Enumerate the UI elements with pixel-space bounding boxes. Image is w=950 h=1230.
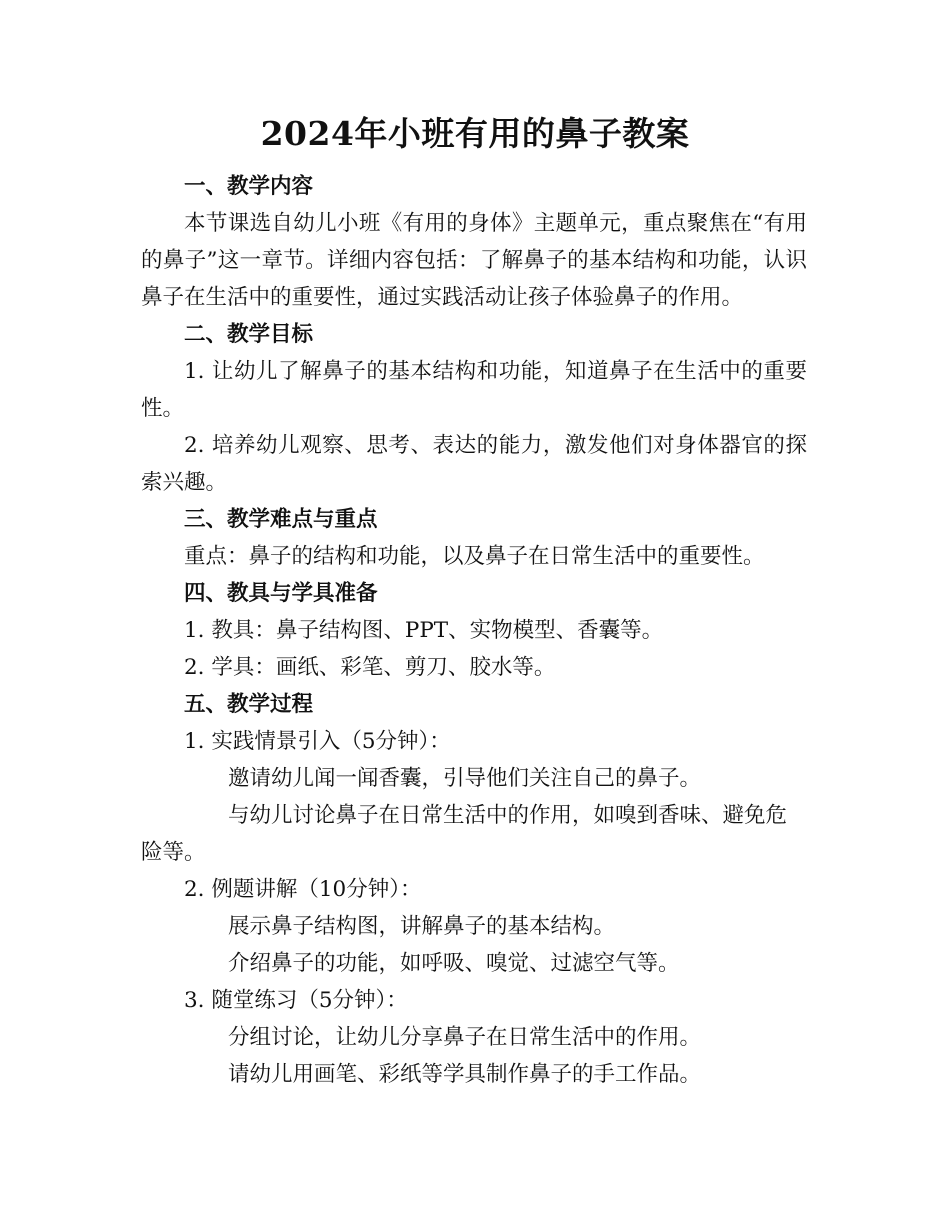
- section-heading-4: 四、教具与学具准备: [184, 581, 378, 606]
- section-heading-1: 一、教学内容: [184, 174, 314, 199]
- process-step-2-detail-b: 介绍鼻子的功能，如呼吸、嗅觉、过滤空气等。: [228, 951, 680, 976]
- process-step-1-detail-b: 与幼儿讨论鼻子在日常生活中的作用，如嗅到香味、避免危险等。: [141, 803, 788, 865]
- section-heading-2: 二、教学目标: [184, 322, 314, 347]
- process-step-3-detail-b: 请幼儿用画笔、彩纸等学具制作鼻子的手工作品。: [228, 1062, 702, 1087]
- process-step-1-detail-a: 邀请幼儿闻一闻香囊，引导他们关注自己的鼻子。: [228, 766, 702, 791]
- objective-item-1: 1. 让幼儿了解鼻子的基本结构和功能，知道鼻子在生活中的重要性。: [141, 359, 807, 421]
- document-body: [141, 168, 807, 1093]
- section-1-paragraph: 本节课选自幼儿小班《有用的身体》主题单元，重点聚焦在“有用的鼻子”这一章节。详细内容包括：了解鼻子的基本结构和功能，认识鼻子在生活中的重要性，通过实践活动让孩子体验鼻子的作用。: [141, 211, 807, 310]
- process-step-3: 3. 随堂练习（5分钟）：: [184, 988, 408, 1013]
- section-heading-5: 五、教学过程: [184, 692, 314, 717]
- process-step-3-detail-a: 分组讨论，让幼儿分享鼻子在日常生活中的作用。: [228, 1025, 702, 1050]
- section-3-paragraph: 重点：鼻子的结构和功能，以及鼻子在日常生活中的重要性。: [184, 544, 765, 569]
- process-step-1: 1. 实践情景引入（5分钟）：: [184, 729, 451, 754]
- materials-item-2: 2. 学具：画纸、彩笔、剪刀、胶水等。: [184, 655, 556, 680]
- objective-item-2: 2. 培养幼儿观察、思考、表达的能力，激发他们对身体器官的探索兴趣。: [141, 433, 807, 495]
- process-step-2: 2. 例题讲解（10分钟）：: [184, 877, 422, 902]
- materials-item-1: 1. 教具：鼻子结构图、PPT、实物模型、香囊等。: [184, 618, 664, 643]
- section-heading-3: 三、教学难点与重点: [184, 507, 378, 532]
- document-title: 2024年小班有用的鼻子教案: [260, 114, 690, 153]
- process-step-2-detail-a: 展示鼻子结构图，讲解鼻子的基本结构。: [228, 914, 616, 939]
